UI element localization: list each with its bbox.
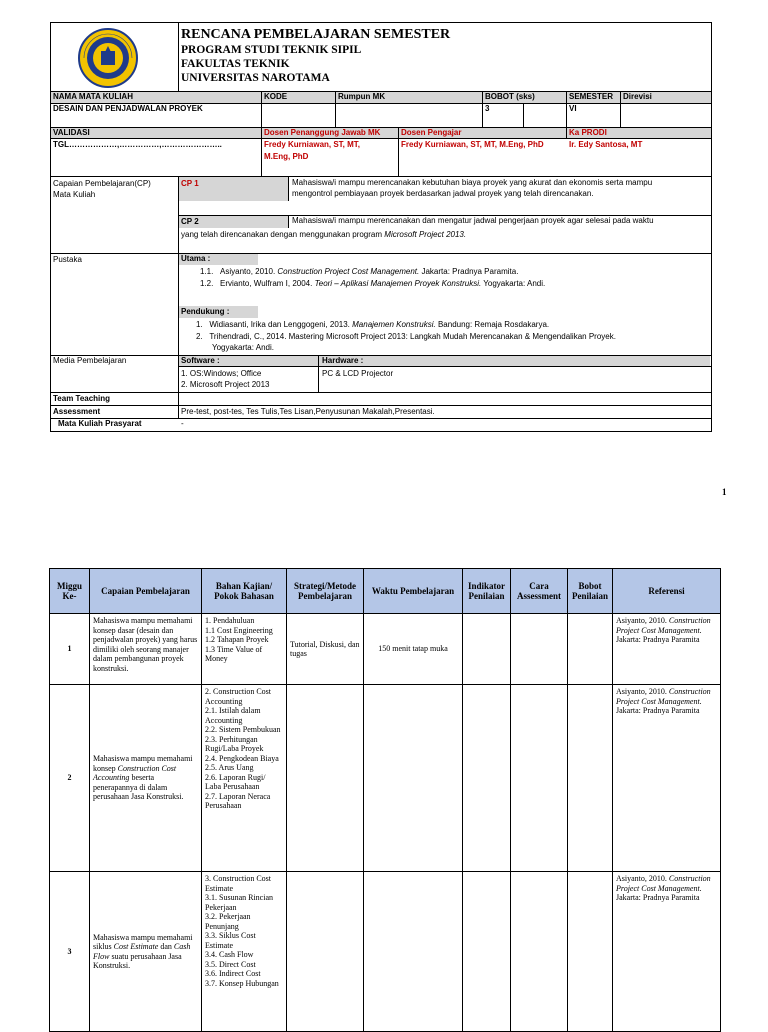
topic-item: 3.6. Indirect Cost <box>205 969 261 978</box>
utama-ref-1: 1.1. Asiyanto, 2010. Construction Project Cost Management. Jakarta: Pradnya Paramita. <box>200 267 519 276</box>
pendukung-ref-1: 1. Widiasanti, Irika dan Lenggogeni, 2013. Manajemen Konstruksi. Bandung: Remaja Rosdakarya. <box>196 320 550 329</box>
header-topics: Bahan Kajian/ Pokok Bahasan <box>202 569 287 614</box>
topic-item: 2.1. Istilah dalam Accounting <box>205 706 261 725</box>
strategy-cell: Tutorial, Diskusi, dan tugas <box>287 614 364 685</box>
topic-item: 1.2 Tahapan Proyek <box>205 635 269 644</box>
time-cell <box>364 685 463 872</box>
topic-item: 3.7. Konsep Hubungan <box>205 978 279 988</box>
schedule-table <box>49 568 720 1032</box>
software-item-1: 1. OS:Windows; Office <box>181 369 262 378</box>
header-week: Miggu Ke- <box>50 569 90 614</box>
header-assessment: Cara Assessment <box>511 569 568 614</box>
table-row <box>50 685 721 872</box>
cp-cell: Mahasiswa mampu memahami siklus Cost Estimate dan Cash Flow suatu perusahaan Jasa Konstruksi. <box>90 872 202 1032</box>
pengajar-label: Dosen Pengajar <box>401 128 462 137</box>
document-title: RENCANA PEMBELAJARAN SEMESTER <box>181 27 451 42</box>
strategy-cell <box>287 685 364 872</box>
indicator-cell <box>463 685 511 872</box>
weight-cell <box>568 614 613 685</box>
pj-label: Dosen Penanggung Jawab MK <box>264 128 381 137</box>
university-name: UNIVERSITAS NAROTAMA <box>181 72 330 84</box>
strategy-cell <box>287 872 364 1032</box>
topic-item: 2.4. Pengkodean Biaya <box>205 753 279 763</box>
week-number: 1 <box>50 614 90 685</box>
rps-header-table <box>50 22 712 432</box>
week-number: 2 <box>50 685 90 872</box>
topic-item: 1.1 Cost Engineering <box>205 625 273 635</box>
software-label: Software : <box>181 356 220 365</box>
validation-header-row-bg <box>51 127 711 138</box>
assessment-cell <box>511 685 568 872</box>
topic-item: 3.4. Cash Flow <box>205 950 254 959</box>
revised-label: Direvisi <box>623 92 652 101</box>
header-strategy: Strategi/Metode Pembelajaran <box>287 569 364 614</box>
topics-cell <box>202 614 287 685</box>
semester-label: SEMESTER <box>569 92 614 101</box>
table-row <box>50 872 721 1032</box>
topic-item: 1. Pendahuluan <box>205 616 255 625</box>
university-logo <box>78 28 138 88</box>
faculty-name: FAKULTAS TEKNIK <box>181 58 290 70</box>
topic-item: 3. Construction Cost Estimate <box>205 874 272 893</box>
topic-item: 1.3 Time Value of Money <box>205 644 263 663</box>
reference-cell: Asiyanto, 2010. Construction Project Cost Management. Jakarta: Pradnya Paramita <box>613 685 721 872</box>
weight-cell <box>568 872 613 1032</box>
header-cp: Capaian Pembelajaran <box>90 569 202 614</box>
semester-value: VI <box>569 104 577 113</box>
pengajar-value: Fredy Kurniawan, ST, MT, M.Eng, PhD <box>401 140 544 149</box>
topic-item: 2.7. Laporan Neraca Perusahaan <box>205 791 271 810</box>
weight-cell <box>568 685 613 872</box>
header-reference: Referensi <box>613 569 721 614</box>
cp1-line-1: Mahasiswa/i mampu merencanakan kebutuhan biaya proyek yang akurat dan ekonomis serta mampu <box>292 178 653 187</box>
bobot-label: BOBOT (sks) <box>485 92 535 101</box>
topic-item: 3.3. Siklus Cost Estimate <box>205 931 256 950</box>
topic-item: 2.6. Laporan Rugi/ Laba Perusahaan <box>205 772 266 791</box>
pendukung-ref-2: 2. Trihendradi, C., 2014. Mastering Microsoft Project 2013: Langkah Mudah Merencanakan & Mengendalikan Proyek. <box>196 332 616 341</box>
topic-item: 3.5. Direct Cost <box>205 959 256 969</box>
media-label: Media Pembelajaran <box>53 356 127 365</box>
week-number: 3 <box>50 872 90 1032</box>
cp2-line-2: yang telah direncanakan dengan menggunakan program Microsoft Project 2013. <box>181 230 467 239</box>
hardware-item-1: PC & LCD Projector <box>322 369 394 378</box>
rumpun-label: Rumpun MK <box>338 92 386 101</box>
code-label: KODE <box>264 92 288 101</box>
cp-cell: Mahasiswa mampu memahami konsep Construction Cost Accounting beserta penerapannya di dalam perusahaan Jasa Konstruksi. <box>90 685 202 872</box>
pendukung-ref-2-cont: Yogyakarta: Andi. <box>212 343 274 352</box>
pustaka-label: Pustaka <box>53 255 82 264</box>
program-name: PROGRAM STUDI TEKNIK SIPIL <box>181 44 362 56</box>
assessment-cell <box>511 872 568 1032</box>
cp-cell: Mahasiswa mampu memahami konsep dasar (desain dan penjadwalan proyek) yang harus dimiliki oleh seorang manajer dalam pembangunan proyek konstruksi. <box>90 614 202 685</box>
pendukung-label: Pendukung : <box>181 307 230 316</box>
header-indicator: Indikator Penilaian <box>463 569 511 614</box>
table-row <box>50 614 721 685</box>
time-cell: 150 menit tatap muka <box>364 614 463 685</box>
sks-value: 3 <box>485 104 490 113</box>
course-name-value: DESAIN DAN PENJADWALAN PROYEK <box>53 104 203 113</box>
page-number: 1 <box>722 487 727 497</box>
topics-cell <box>202 872 287 1032</box>
header-weight: Bobot Penilaian <box>568 569 613 614</box>
software-item-2: 2. Microsoft Project 2013 <box>181 380 270 389</box>
validasi-label: VALIDASI <box>53 128 90 137</box>
header-time: Waktu Pembelajaran <box>364 569 463 614</box>
assessment-cell <box>511 614 568 685</box>
utama-label: Utama : <box>181 254 211 263</box>
topics-cell <box>202 685 287 872</box>
kaprodi-value: Ir. Edy Santosa, MT <box>569 140 643 149</box>
media-header-bg <box>178 355 710 366</box>
cp-label-1: Capaian Pembelajaran(CP) <box>53 179 151 188</box>
assessment-label: Assessment <box>53 407 101 416</box>
indicator-cell <box>463 872 511 1032</box>
topic-item: 2.3. Perhitungan Rugi/Laba Proyek <box>205 734 264 753</box>
prasyarat-label: Mata Kuliah Prasyarat <box>58 419 142 428</box>
pj-value-2: M.Eng, PhD <box>264 152 309 161</box>
assessment-value: Pre-test, post-tes, Tes Tulis,Tes Lisan,Penyusunan Makalah,Presentasi. <box>181 407 435 416</box>
topic-item: 2. Construction Cost Accounting <box>205 687 272 706</box>
utama-ref-2: 1.2. Ervianto, Wulfram I, 2004. Teori – Aplikasi Manajemen Proyek Konstruksi. Yogyakarta: Andi. <box>200 279 546 288</box>
cp-label-2: Mata Kuliah <box>53 190 96 199</box>
topic-item: 2.5. Arus Uang <box>205 763 254 772</box>
reference-cell: Asiyanto, 2010. Construction Project Cost Management. Jakarta: Pradnya Paramita <box>613 614 721 685</box>
course-name-label: NAMA MATA KULIAH <box>53 92 133 101</box>
kaprodi-label: Ka PRODI <box>569 128 607 137</box>
topic-item: 3.2. Pekerjaan Penunjang <box>205 912 251 931</box>
reference-cell: Asiyanto, 2010. Construction Project Cost Management. Jakarta: Pradnya Paramita <box>613 872 721 1032</box>
tgl-label: TGL………………,……………,………………….. <box>53 140 222 149</box>
topic-item: 2.2. Sistem Pembukuan <box>205 725 281 734</box>
cp2-line-1: Mahasiswa/i mampu merencanakan dan mengatur jadwal pengerjaan proyek agar selesai pada waktu <box>292 216 654 225</box>
time-cell <box>364 872 463 1032</box>
indicator-cell <box>463 614 511 685</box>
cp2-code: CP 2 <box>181 217 199 226</box>
topic-item: 3.1. Susunan Rincian Pekerjaan <box>205 893 273 912</box>
hardware-label: Hardware : <box>322 356 364 365</box>
pj-value-1: Fredy Kurniawan, ST, MT, <box>264 140 361 149</box>
team-teaching-label: Team Teaching <box>53 394 111 403</box>
cp1-code: CP 1 <box>181 179 199 188</box>
cp1-line-2: mengontrol pembiayaan proyek berdasarkan jadwal proyek yang telah direncanakan. <box>292 189 594 198</box>
schedule-header-row <box>50 569 721 614</box>
prasyarat-value: - <box>181 419 184 428</box>
